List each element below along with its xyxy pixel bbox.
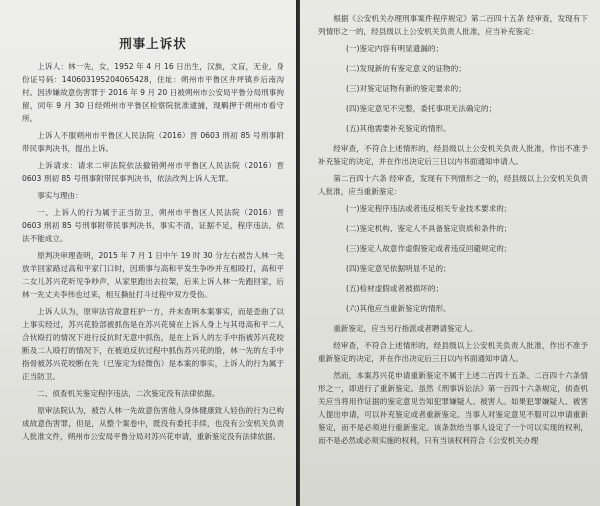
list-item: (四)鉴定意见依据明显不足的； (346, 264, 451, 273)
list-item: (三)对鉴定证物有新的鉴定要求的； (346, 84, 466, 93)
right-page-content (318, 12, 588, 451)
list-item: (五)其他需要补充鉴定的情形。 (346, 124, 451, 133)
paragraph-appeal-statement: 上诉人不服朔州市平鲁区人民法院（2016）晋 0603 刑初 85 号刑事附带民事判决书，提出上诉。 (22, 131, 284, 153)
paragraph-appellant-argument: 上诉人认为，原审法官故意枉护一方，并未查明本案事实，而是歪曲了以上事实经过，苏兴花脸部被抓伤是在苏兴花骑在上诉人身上与其母高和平二人合伙殴打的情况下进行反抗时无意中抓伤，是在上诉人的左手中指被苏兴花咬断及二人殴打的情况下，在被迫反抗过程中抓伤苏兴花的脸，林一先的左手中指骨被苏兴花咬断在先（已鉴定为轻微伤）是本案的事实，上诉人的行为属于正当防卫。 (22, 307, 284, 381)
list-item: (四)鉴定意见不完整，委托事项无法确定的； (346, 104, 497, 113)
paragraph-regulation-245: 根据《公安机关办理刑事案件程序规定》第二百四十五条 经审查，发现有下列情形之一的，经县级以上公安机关负责人批准，应当补充鉴定： (318, 14, 588, 36)
paragraph-point-two: 二、侦查机关鉴定程序违法，二次鉴定没有法律依据。 (37, 389, 220, 398)
left-page-content (22, 36, 284, 447)
paragraph-appeal-request: 上诉请求：请求二审法院依法撤销朔州市平鲁区人民法院（2016）晋 0603 刑初 85 号刑事附带民事判决书，依法改判上诉人无罪。 (22, 161, 284, 183)
left-page (0, 0, 296, 506)
paragraph-point-one: 一、上诉人的行为属于正当防卫，朔州市平鲁区人民法院（2016）晋 0603 刑初 85 号刑事附带民事判决书，事实不清，证据不足，程序违法，依法不能成立。 (22, 208, 284, 243)
paragraph-reject-supplementary: 经审查，不符合上述情形的，经县级以上公安机关负责人批准，作出不准予补充鉴定的决定，并在作出决定后三日以内书面通知申请人。 (318, 144, 588, 166)
list-item: (六)其他应当重新鉴定的情形。 (346, 304, 451, 313)
list-item: (一)鉴定内容有明显遗漏的； (346, 44, 444, 53)
list-item: (三)鉴定人故意作虚假鉴定或者违反回避规定的； (346, 244, 512, 253)
list-item: (二)发现新的有鉴定意义的证物的； (346, 64, 466, 73)
paragraph-reject-reexamination: 经审查，不符合上述情形的，经县级以上公安机关负责人批准，作出不准予重新鉴定的决定，并在作出决定后三日以内书面通知申请人。 (318, 341, 588, 363)
paragraph-facts-heading: 事实与理由： (37, 191, 83, 200)
right-page (300, 0, 600, 506)
list-item: (一)鉴定程序违法或者违反相关专业技术要求的； (346, 204, 512, 213)
paragraph-reappoint-examiner: 重新鉴定，应当另行指派或者聘请鉴定人。 (333, 324, 478, 333)
paragraph-court-opinion: 原审法院认为，被告人林一先故意伤害他人身体健康致人轻伤的行为已构成故意伤害罪，但是，从整个案卷中，既没有委托手续，也没有公安机关负责人批准文件，朔州市公安局平鲁分局对苏兴花申请，重新鉴定没有法律依据。 (22, 406, 284, 441)
list-item: (五)检材虚假或者被损坏的； (346, 284, 444, 293)
document-title: 刑事上诉状 (119, 36, 187, 51)
paragraph-original-findings: 原判决审理查明，2015 年 7 月 1 日中午 19 时 30 分左右被告人林一先放羊回家路过高和平家门口时，因琐事与高和平发生争吵并互相殴打，高和平二女儿苏兴花听见争吵声，从家里跑出去拉架，后来上诉人林一先跑回家，后林一先丈夫李伟也过来，相互撕扯打斗过程中双方受伤。 (22, 251, 284, 299)
list-item: (二)鉴定机构、鉴定人不具备鉴定资质和条件的； (346, 224, 512, 233)
paragraph-regulation-246: 第二百四十六条 经审查，发现有下列情形之一的，经县级以上公安机关负责人批准，应当重新鉴定： (318, 174, 588, 196)
paragraph-argument-conclusion: 然而，本案苏兴花申请重新鉴定不属于上述二百四十五条、二百四十六条情形之一，即进行了重新鉴定。虽然《刑事诉讼法》第一百四十六条规定，侦查机关应当将用作证据的鉴定意见告知犯罪嫌疑人、被害人。如果犯罪嫌疑人、被害人提出申请，可以补充鉴定或者重新鉴定。当事人对鉴定意见不服可以申请重新鉴定，而不是必须进行重新鉴定。该条款给当事人设定了一个可以实现的权利，而不是必然或必须实施的权利，只有当该权利符合《公安机关办理 (318, 371, 588, 445)
paragraph-appellant-info: 上诉人：林一先，女，1952 年 4 月 16 日出生，汉族，文盲，无业，身份证号码：140603195204065428，住址：朔州市平鲁区井坪镇乡后南沟村。因涉嫌故意伤害罪于 2016 年 9 月 20 日被朔州市公安局平鲁分局刑事拘留，同年 9 月 30 日经朔州市平鲁区检察院批准逮捕，现羁押于朔州市看守所。 (22, 62, 284, 123)
